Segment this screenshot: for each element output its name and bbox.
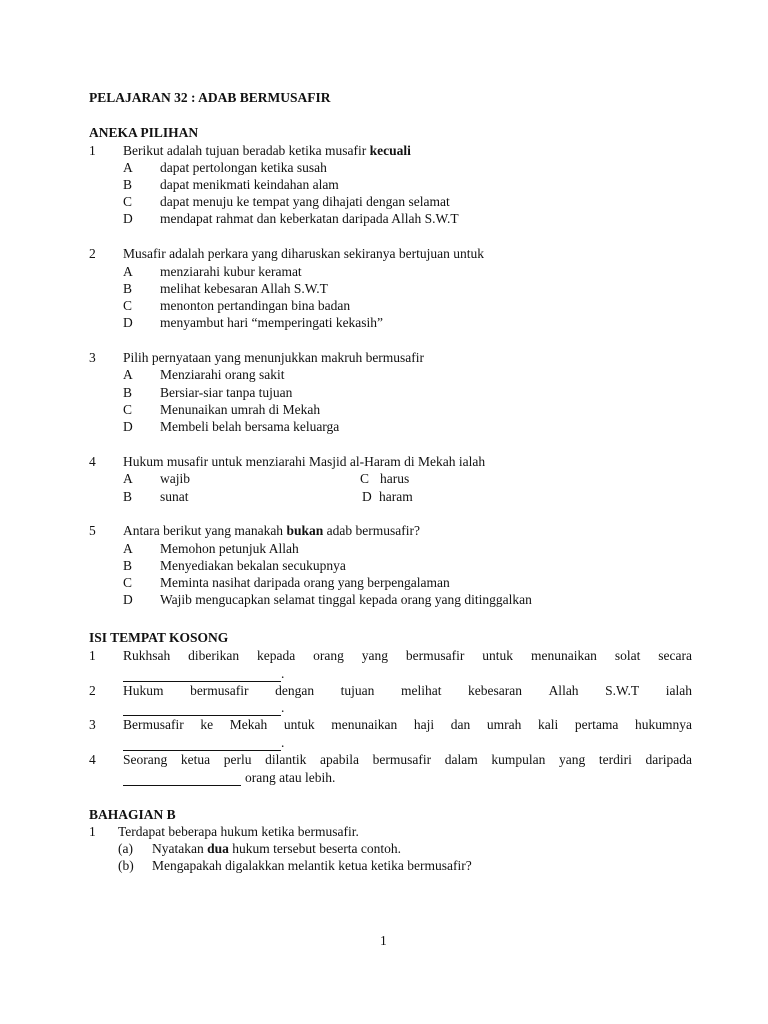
option-letter: D	[362, 489, 372, 504]
fill-question-line: Hukum bermusafir dengan tujuan melihat kebesaran Allah S.W.T ialah	[123, 683, 692, 698]
option-text: menziarahi kubur keramat	[160, 264, 302, 279]
question-number: 2	[89, 683, 96, 698]
emphasis-text: dua	[207, 841, 229, 856]
section-b-heading: BAHAGIAN B	[89, 807, 176, 822]
fill-question-line: Seorang ketua perlu dilantik apabila bermusafir dalam kumpulan yang terdiri daripada	[123, 752, 692, 767]
option-text: dapat menuju ke tempat yang dihajati dengan selamat	[160, 194, 450, 209]
option-letter: A	[123, 541, 133, 556]
question-stem: Pilih pernyataan yang menunjukkan makruh bermusafir	[123, 350, 425, 365]
option-letter: D	[123, 592, 133, 607]
part-label: (b)	[118, 858, 134, 873]
emphasis-text: kecuali	[369, 143, 411, 158]
option-text: wajib	[160, 471, 190, 486]
section-a-heading: ANEKA PILIHAN	[89, 125, 199, 140]
option-letter: A	[123, 367, 133, 382]
fill-question-line: Bermusafir ke Mekah untuk menunaikan haji dan umrah kali pertama hukumnya	[123, 717, 692, 732]
question-stem: Antara berikut yang manakah bukan adab bermusafir?	[123, 523, 420, 538]
question-number: 4	[89, 454, 96, 469]
emphasis-text: bukan	[286, 523, 324, 538]
question-stem: Hukum musafir untuk menziarahi Masjid al-Haram di Mekah ialah	[123, 454, 486, 469]
option-letter: B	[123, 281, 133, 296]
option-text: sunat	[160, 489, 189, 504]
question-number: 1	[89, 648, 96, 663]
option-text: Meminta nasihat daripada orang yang berpengalaman	[160, 575, 450, 590]
option-text: Menunaikan umrah di Mekah	[160, 402, 321, 417]
page-number: 1	[380, 933, 387, 948]
option-text: Wajib mengucapkan selamat tinggal kepada orang yang ditinggalkan	[160, 592, 532, 607]
option-letter: A	[123, 471, 133, 486]
option-letter: B	[123, 489, 133, 504]
option-text: mendapat rahmat dan keberkatan daripada Allah S.W.T	[160, 211, 459, 226]
option-text: Memohon petunjuk Allah	[160, 541, 299, 556]
part-text: Nyatakan dua hukum tersebut beserta contoh.	[152, 841, 401, 856]
option-letter: B	[123, 385, 133, 400]
option-letter: C	[123, 575, 133, 590]
option-letter: C	[123, 298, 133, 313]
question-number: 3	[89, 350, 96, 365]
option-text: Bersiar-siar tanpa tujuan	[160, 385, 293, 400]
section-fill-heading: ISI TEMPAT KOSONG	[89, 630, 229, 645]
option-letter: C	[123, 402, 133, 417]
option-text: menonton pertandingan bina badan	[160, 298, 351, 313]
option-letter: B	[123, 177, 133, 192]
question-number: 5	[89, 523, 96, 538]
question-stem: Musafir adalah perkara yang diharuskan sekiranya bertujuan untuk	[123, 246, 484, 261]
question-number: 2	[89, 246, 96, 261]
question-number: 1	[89, 143, 96, 158]
answer-blank[interactable]: .	[123, 699, 284, 716]
option-text: melihat kebesaran Allah S.W.T	[160, 281, 328, 296]
option-text: dapat menikmati keindahan alam	[160, 177, 339, 192]
option-letter: D	[123, 211, 133, 226]
fill-question-line: Rukhsah diberikan kepada orang yang bermusafir untuk menunaikan solat secara	[123, 648, 692, 663]
option-letter: D	[123, 315, 133, 330]
option-text: dapat pertolongan ketika susah	[160, 160, 327, 175]
option-text: haram	[379, 489, 413, 504]
page-title: PELAJARAN 32 : ADAB BERMUSAFIR	[89, 90, 331, 105]
option-text: Menziarahi orang sakit	[160, 367, 285, 382]
option-letter: A	[123, 160, 133, 175]
option-letter: D	[123, 419, 133, 434]
part-label: (a)	[118, 841, 133, 856]
option-text: menyambut hari “memperingati kekasih”	[160, 315, 384, 330]
option-letter: C	[123, 194, 133, 209]
option-letter: B	[123, 558, 133, 573]
question-number: 3	[89, 717, 96, 732]
option-text: Membeli belah bersama keluarga	[160, 419, 340, 434]
option-letter: A	[123, 264, 133, 279]
answer-blank[interactable]: .	[123, 734, 284, 751]
option-letter: C	[360, 471, 370, 486]
option-text: Menyediakan bekalan secukupnya	[160, 558, 346, 573]
answer-blank[interactable]: .	[123, 665, 284, 682]
answer-blank[interactable]: orang atau lebih.	[123, 769, 335, 786]
question-number: 4	[89, 752, 96, 767]
question-number: 1	[89, 824, 96, 839]
question-stem: Terdapat beberapa hukum ketika bermusafir.	[118, 824, 359, 839]
part-text: Mengapakah digalakkan melantik ketua ketika bermusafir?	[152, 858, 472, 873]
question-stem: Berikut adalah tujuan beradab ketika musafir kecuali	[123, 143, 411, 158]
option-text: harus	[380, 471, 410, 486]
